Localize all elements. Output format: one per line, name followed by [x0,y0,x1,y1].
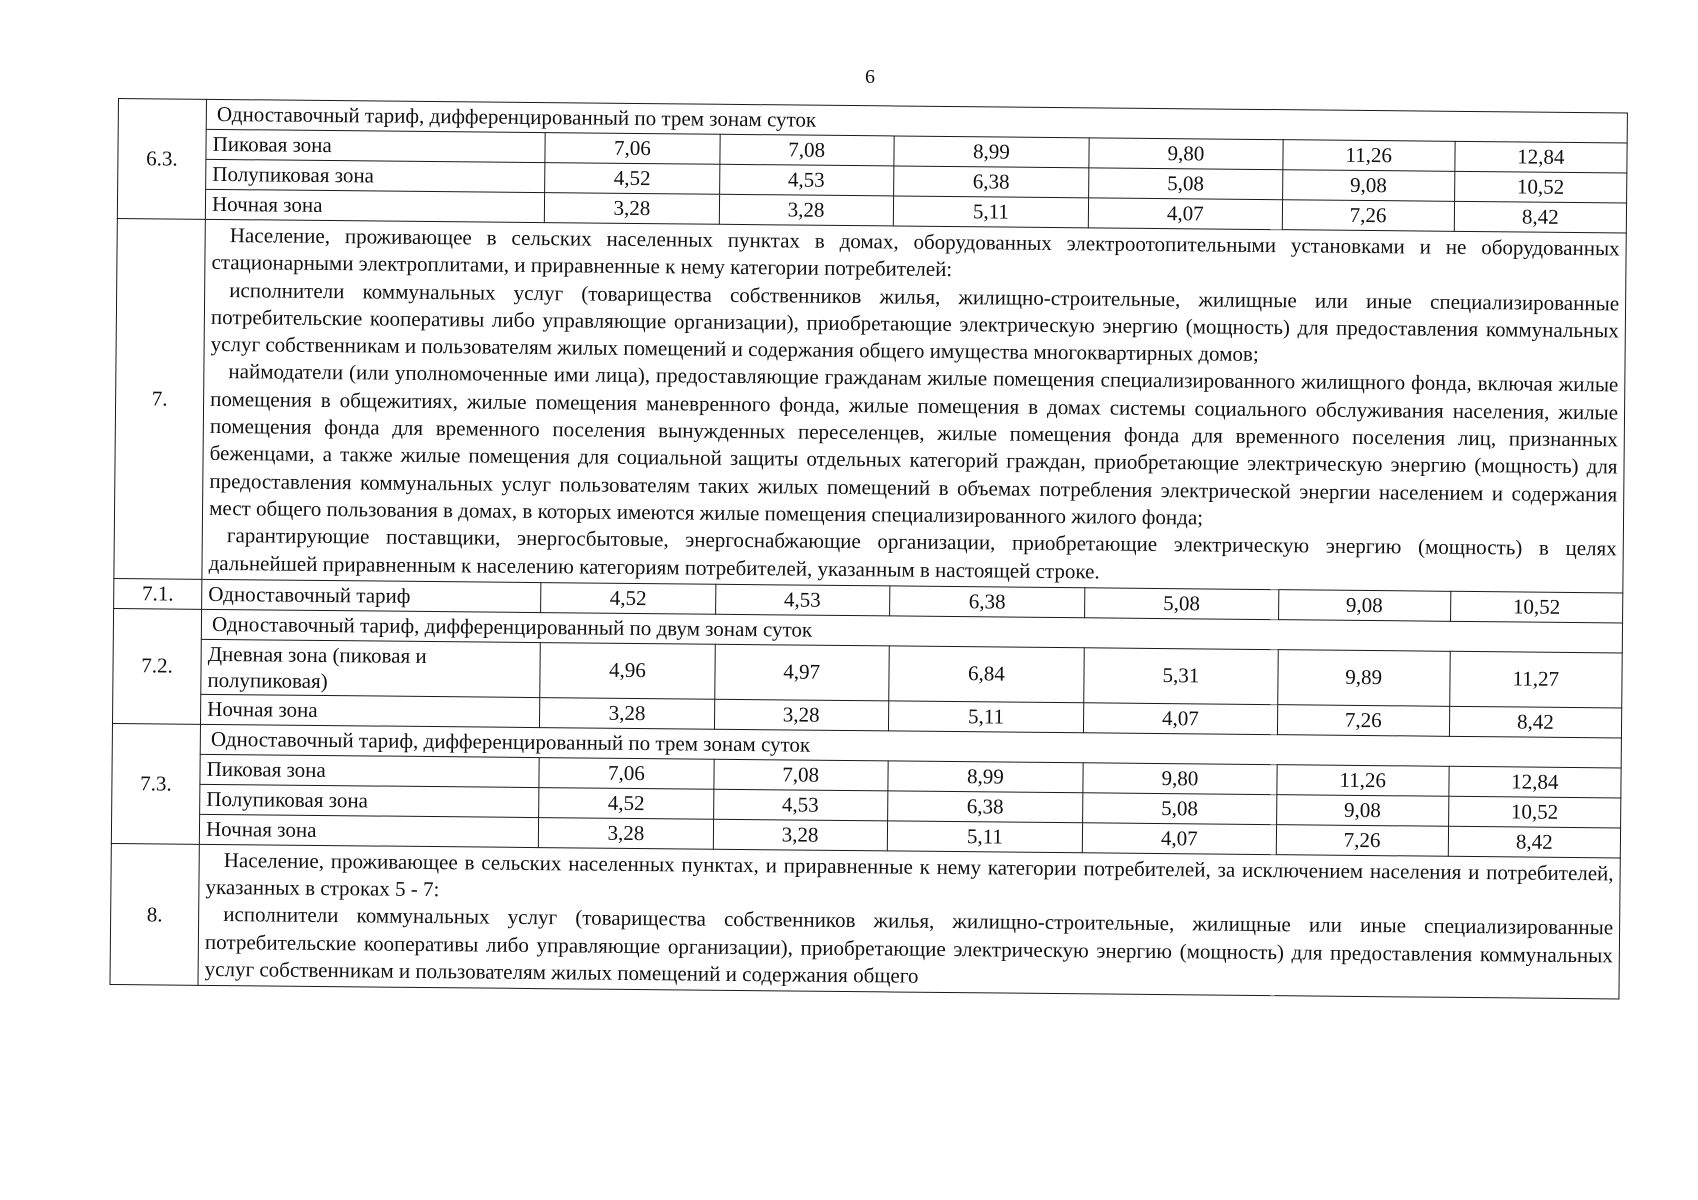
tariff-value: 12,84 [1455,141,1628,173]
category-description [202,219,1626,592]
paragraph: исполнители коммунальных услуг (товарищества собственников жилья, жилищно-строительные, жилищные или иные специализированные потребительские кооперативы либо управляющие организации), приобретающие электрическую энергию (мощность) для предоставления коммунальных услуг собственникам и пользователям жилых помещений и содержания общего [204,902,1614,988]
tariff-value: 7,26 [1277,705,1449,737]
tariff-value: 12,84 [1449,766,1622,798]
tariff-value: 6,84 [888,646,1084,703]
zone-label: Ночная зона [205,189,545,222]
zone-label: Дневная зона (пиковая и полупиковая) [201,639,541,697]
tariff-value: 3,28 [545,193,719,225]
tariff-value: 3,28 [714,699,888,731]
row-number: 7. [114,218,206,579]
tariff-value: 9,80 [1089,138,1283,170]
tariff-value: 11,27 [1449,651,1622,708]
tariff-value: 7,08 [713,759,887,791]
tariff-value: 10,52 [1450,591,1623,623]
tariff-value: 8,99 [894,136,1090,168]
tariff-value: 9,08 [1282,170,1454,202]
paragraph: наймодатели (или уполномоченные ими лица), предоставляющие гражданам жилые помещения специализированного жилищного фонда, включая жилые помещения в общежитиях, жилые помещения маневренного фонда, жилые помещения в домах системы социального обслуживания населения, жилые помещения фонда для временного поселения вынужденных переселенцев, жилые помещения фонда для временного поселения лиц, признанных беженцами, а также жилые помещения для социальной защиты отдельных категорий граждан, приобретающие электрическую энергию (мощность) для предоставления коммунальных услуг пользователям таких жилых помещений в объемах потребления электрической энергии населением и содержания мест общего пользования в домах, в которых имеются жилые помещения специализированного жилого фонда; [209,359,1619,530]
tariff-value: 11,26 [1276,765,1448,797]
tariff-value: 10,52 [1454,171,1627,203]
tariff-value: 9,80 [1083,763,1277,795]
tariff-value: 4,07 [1088,198,1282,230]
row-number: 7.2. [112,608,201,724]
tariff-value: 4,52 [539,787,713,819]
tariff-value: 4,52 [541,582,715,614]
tariff-value: 5,31 [1084,648,1278,705]
tariff-value: 6,38 [889,586,1085,618]
tariff-value: 3,28 [719,194,893,226]
tariff-table [109,98,1627,1000]
tariff-value: 9,08 [1278,590,1450,622]
tariff-value: 4,97 [714,644,889,701]
tariff-value: 9,89 [1277,650,1450,707]
tariff-value: 4,52 [545,163,719,195]
row-number: 7.3. [111,723,200,844]
table-row [110,843,1620,999]
tariff-value: 9,08 [1276,795,1448,827]
section-header: Одноставочный тариф, дифференцированный по трем зонам суток [206,99,1627,143]
zone-label: Ночная зона [201,694,541,727]
table-row [114,218,1626,592]
tariff-value: 7,06 [539,757,713,789]
tariff-value: 5,11 [887,821,1083,853]
tariff-value: 4,96 [540,642,715,699]
tariff-value: 4,07 [1084,703,1278,735]
tariff-value: 4,53 [713,789,887,821]
section-header: Одноставочный тариф, дифференцированный по двум зонам суток [201,609,1622,653]
tariff-value: 7,08 [719,134,893,166]
tariff-value: 6,38 [887,791,1083,823]
tariff-value: 4,53 [715,584,889,616]
tariff-value: 10,52 [1448,796,1621,828]
tariff-value: 8,42 [1448,826,1621,858]
paragraph: исполнители коммунальных услуг (товарищества собственников жилья, жилищно-строительные, жилищные или иные специализированные потребительские кооперативы либо управляющие организации), приобретающие электрическую энергию (мощность) для предоставления коммунальных услуг собственникам и пользователям жилых помещений и содержания общего имущества многоквартирных домов; [210,277,1620,367]
zone-label: Полупиковая зона [200,784,540,817]
tariff-value: 5,08 [1089,168,1283,200]
tariff-value: 4,07 [1082,823,1276,855]
tariff-label: Одноставочный тариф [202,579,542,612]
tariff-value: 5,08 [1083,793,1277,825]
row-number: 7.1. [114,578,202,609]
tariff-value: 5,11 [888,701,1084,733]
tariff-value: 3,28 [713,819,887,851]
tariff-value: 7,06 [545,133,719,165]
tariff-value: 5,08 [1085,588,1279,620]
zone-label: Пиковая зона [206,129,546,162]
paragraph: Население, проживающее в сельских населенных пунктах, и приравненные к нему категории потребителей, за исключением населения и потребителей, указанных в строках 5 - 7: [205,847,1614,902]
zone-label: Полупиковая зона [206,159,546,192]
tariff-value: 3,28 [540,697,714,729]
zone-label: Ночная зона [199,814,539,847]
row-number: 6.3. [117,99,206,220]
tariff-value: 11,26 [1282,140,1454,172]
tariff-value: 6,38 [893,166,1089,198]
row-number: 8. [110,843,199,985]
tariff-value: 7,26 [1282,200,1454,232]
page-number: 6 [865,66,875,88]
tariff-value: 4,53 [719,164,893,196]
section-header: Одноставочный тариф, дифференцированный по трем зонам суток [200,724,1621,768]
paragraph: Население, проживающее в сельских населенных пунктах в домах, оборудованных электроотопительными установками и не оборудованных стационарными электроплитами, и приравненные к нему категории потребителей: [211,223,1620,282]
category-description [198,844,1620,999]
tariff-value: 5,11 [893,196,1089,228]
tariff-value: 8,42 [1454,201,1627,233]
tariff-value: 3,28 [539,817,713,849]
tariff-value: 8,99 [888,761,1084,793]
tariff-value: 7,26 [1276,825,1448,857]
paragraph: гарантирующие поставщики, энергосбытовые, энергоснабжающие организации, приобретающие электрическую энергию (мощность) в целях дальнейшей приравненным к населению категориям потребителей, указанным в настоящей строке. [208,523,1617,584]
tariff-value: 8,42 [1449,706,1622,738]
zone-label: Пиковая зона [200,754,540,787]
tariff-table-container [109,98,1627,1000]
